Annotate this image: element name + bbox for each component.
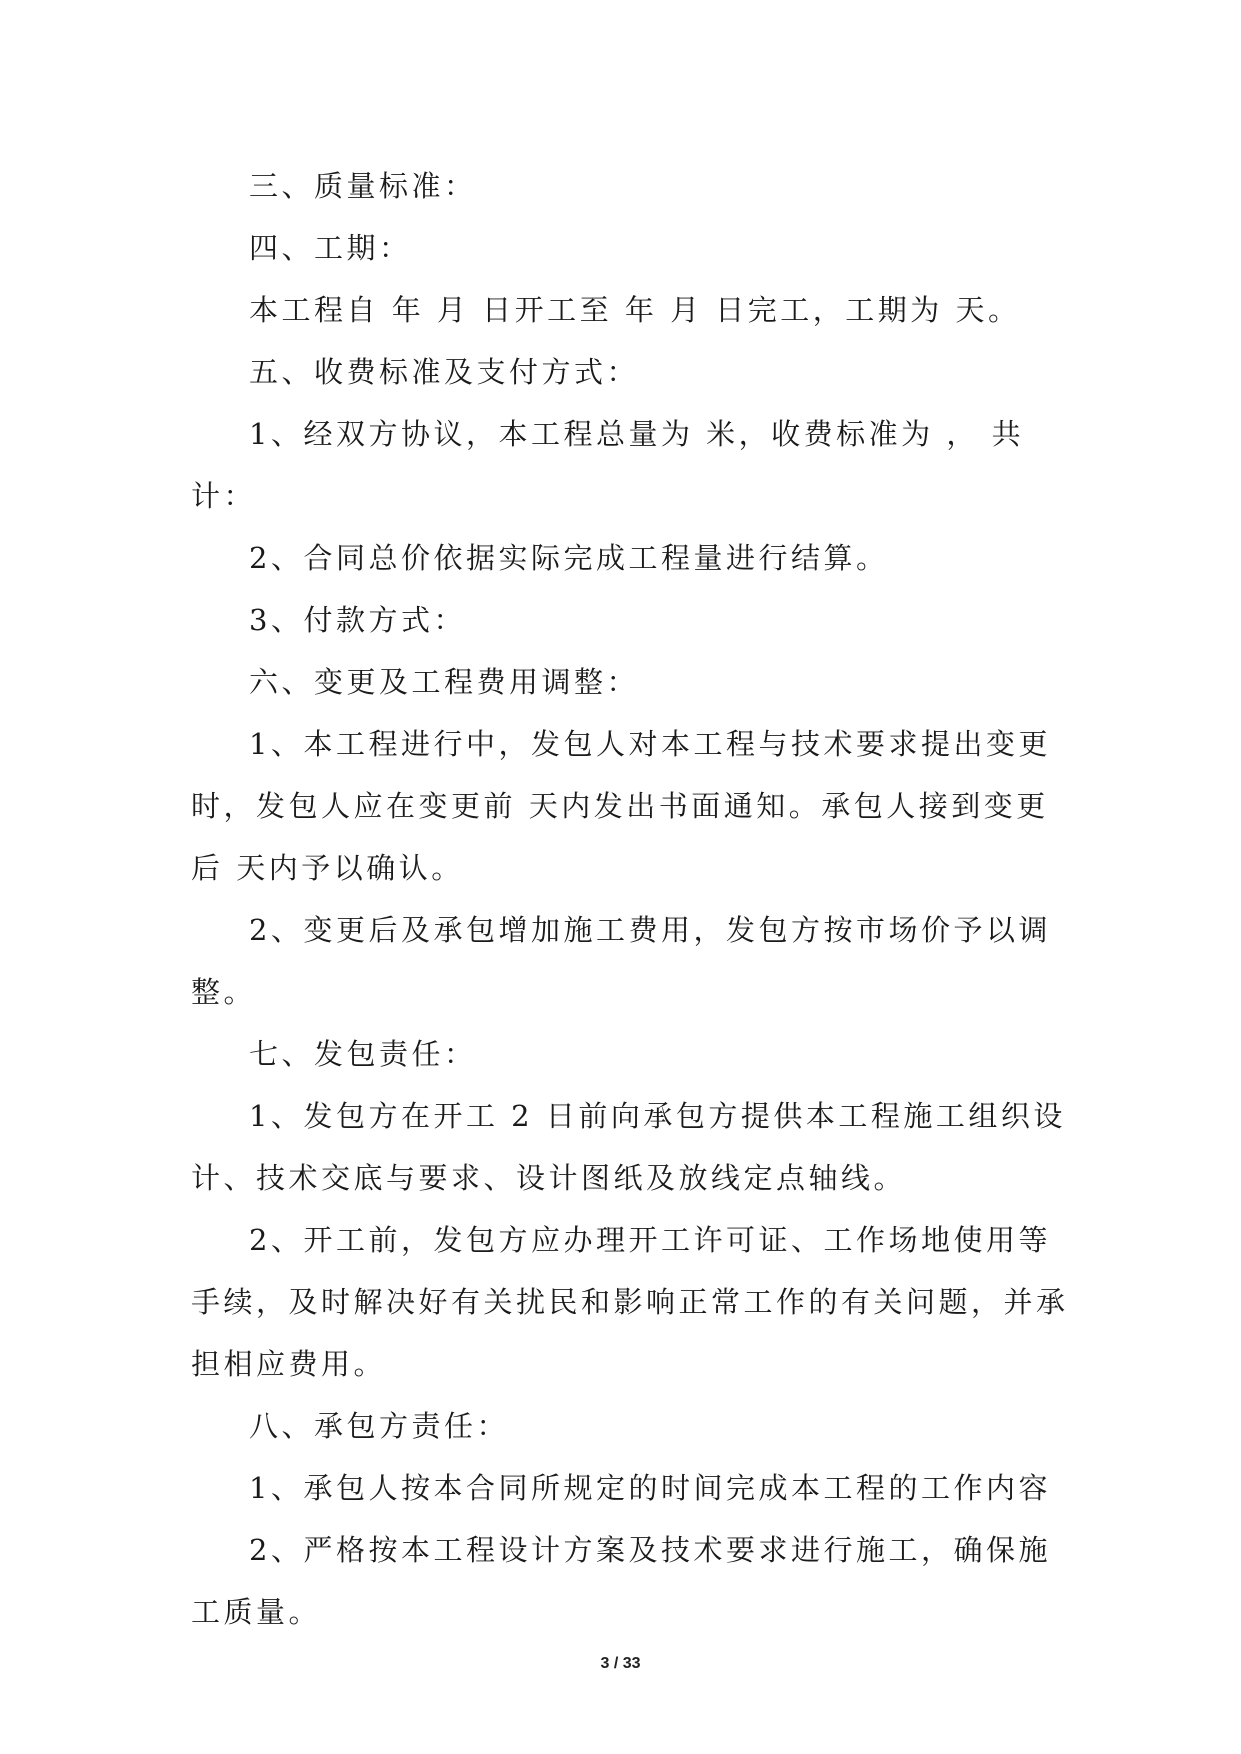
page-number: 3 / 33 [600, 1655, 641, 1672]
section-heading-quality: 三、质量标准： [249, 169, 477, 203]
contractor-duties-item-1: 1、承包人按本合同所规定的时间完成本工程的工作内容 [249, 1471, 1051, 1505]
changes-item-1: 1、本工程进行中，发包人对本工程与技术要求提出变更时，发包人应在变更前 天内发出书面通知。承包人接到变更后 天内予以确认。 [191, 727, 1051, 885]
section-heading-changes: 六、变更及工程费用调整： [249, 665, 640, 699]
section-heading-employer-duties: 七、发包责任： [249, 1037, 477, 1071]
document-body [191, 155, 1081, 1643]
changes-item-2: 2、变更后及承包增加施工费用，发包方按市场价予以调整。 [191, 913, 1051, 1009]
schedule-text: 本工程自 年 月 日开工至 年 月 日完工，工期为 天。 [249, 293, 1021, 327]
contractor-duties-item-2: 2、严格按本工程设计方案及技术要求进行施工，确保施工质量。 [191, 1533, 1051, 1629]
section-heading-schedule: 四、工期： [249, 231, 412, 265]
employer-duties-item-1: 1、发包方在开工 2 日前向承包方提供本工程施工组织设计、技术交底与要求、设计图纸及放线定点轴线。 [191, 1099, 1066, 1195]
fees-item-3: 3、付款方式： [249, 603, 466, 637]
fees-item-1: 1、经双方协议，本工程总量为 米，收费标准为 ， 共计： [191, 417, 1025, 513]
section-heading-fees: 五、收费标准及支付方式： [249, 355, 640, 389]
fees-item-2: 2、合同总价依据实际完成工程量进行结算。 [249, 541, 889, 575]
employer-duties-item-2: 2、开工前，发包方应办理开工许可证、工作场地使用等手续，及时解决好有关扰民和影响正常工作的有关问题，并承担相应费用。 [191, 1223, 1069, 1381]
section-heading-contractor-duties: 八、承包方责任： [249, 1409, 510, 1443]
